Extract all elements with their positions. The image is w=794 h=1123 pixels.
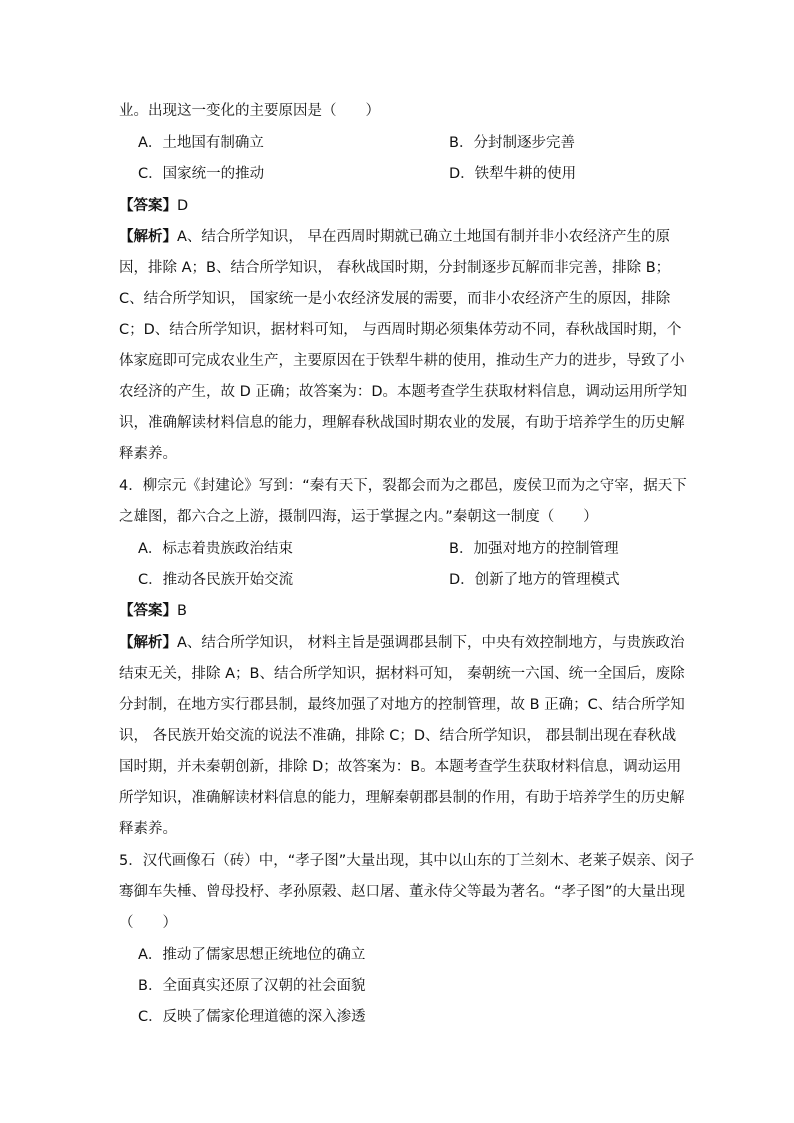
q3-option-b: B．分封制逐步完善 [449, 135, 575, 151]
q4-analysis-line-6: 所学知识，准确解读材料信息的能力，理解秦朝郡县制的作用，有助于培养学生的历史解 [119, 790, 685, 806]
q5-option-a: A．推动了儒家思想正统地位的确立 [138, 947, 366, 963]
q5-stem-line-2: 骞御车失棰、曾母投杼、孝孙原榖、赵口屠、董永侍父等最为著名。“孝子图”的大量出现 [119, 884, 686, 900]
q3-stem-tail: 业。出现这一变化的主要原因是（ ） [119, 103, 380, 119]
q4-option-a: A．标志着贵族政治结束 [138, 541, 293, 557]
q4-analysis-line-5: 国时期，并未秦朝创新，排除 D；故答案为：B。本题考查学生获取材料信息，调动运用 [119, 759, 682, 775]
q4-answer-label: 【答案】 [119, 603, 177, 619]
q4-analysis-label: 【解析】 [119, 635, 177, 651]
q4-stem-line-1: 4．柳宗元《封建论》写到：“秦有天下，裂都会而为之郡邑，废侯卫而为之守宰，据天下 [119, 478, 687, 494]
q4-analysis-line-7: 释素养。 [119, 821, 177, 837]
q5-option-c: C．反映了儒家伦理道德的深入渗透 [138, 1009, 366, 1025]
q3-analysis-line-6: 农经济的产生，故 D 正确；故答案为：D。本题考查学生获取材料信息，调动运用所学知 [119, 384, 688, 400]
q3-analysis-line-5: 体家庭即可完成农业生产，主要原因在于铁犁牛耕的使用，推动生产力的进步，导致了小 [119, 353, 685, 369]
q5-option-b: B．全面真实还原了汉朝的社会面貌 [138, 978, 366, 994]
q3-option-a: A．土地国有制确立 [138, 135, 264, 151]
q3-option-c: C．国家统一的推动 [138, 166, 265, 182]
q3-analysis-label: 【解析】 [119, 229, 177, 245]
q5-stem-line-3: （ ） [119, 915, 177, 931]
q3-analysis-line-3: C、结合所学知识， 国家统一是小农经济发展的需要，而非小农经济产生的原因，排除 [119, 291, 671, 307]
q4-analysis-line-2: 结束无关，排除 A；B、结合所学知识，据材料可知， 秦朝统一六国、统一全国后，废除 [119, 666, 685, 682]
q3-analysis-line-8: 释素养。 [119, 446, 177, 462]
q4-analysis-line-1: 【解析】A、结合所学知识， 材料主旨是强调郡县制下，中央有效控制地方，与贵族政治 [119, 635, 685, 651]
q3-analysis-line-4: C；D、结合所学知识，据材料可知， 与西周时期必须集体劳动不同，春秋战国时期，个 [119, 322, 682, 338]
q3-analysis-line-1: 【解析】A、结合所学知识， 早在西周时期就已确立土地国有制并非小农经济产生的原 [119, 229, 671, 245]
q4-answer-value: B [177, 603, 187, 619]
q4-stem-line-2: 之雄图，都六合之上游，摄制四海，运于掌握之内。”秦朝这一制度（ ） [119, 509, 598, 525]
q4-answer [119, 601, 679, 621]
q4-option-c: C．推动各民族开始交流 [138, 572, 294, 588]
q3-answer-label: 【答案】 [119, 198, 177, 214]
q3-analysis-line-7: 识，准确解读材料信息的能力，理解春秋战国时期农业的发展，有助于培养学生的历史解 [119, 415, 685, 431]
q4-option-b: B．加强对地方的控制管理 [449, 541, 619, 557]
q3-option-d: D．铁犁牛耕的使用 [449, 166, 577, 182]
q4-option-d: D．创新了地方的管理模式 [449, 572, 620, 588]
q3-answer [119, 196, 679, 216]
q5-stem-line-1: 5．汉代画像石（砖）中，“孝子图”大量出现，其中以山东的丁兰刻木、老莱子娱亲、闵子 [119, 853, 695, 869]
q4-analysis-line-4: 识， 各民族开始交流的说法不准确，排除 C；D、结合所学知识， 郡县制出现在春秋战 [119, 728, 677, 744]
q4-analysis-line-3: 分封制，在地方实行郡县制，最终加强了对地方的控制管理，故 B 正确；C、结合所学知 [119, 697, 685, 713]
q3-answer-value: D [177, 198, 189, 214]
q3-analysis-line-2: 因，排除 A；B、结合所学知识， 春秋战国时期，分封制逐步瓦解而非完善，排除 B； [119, 260, 671, 276]
